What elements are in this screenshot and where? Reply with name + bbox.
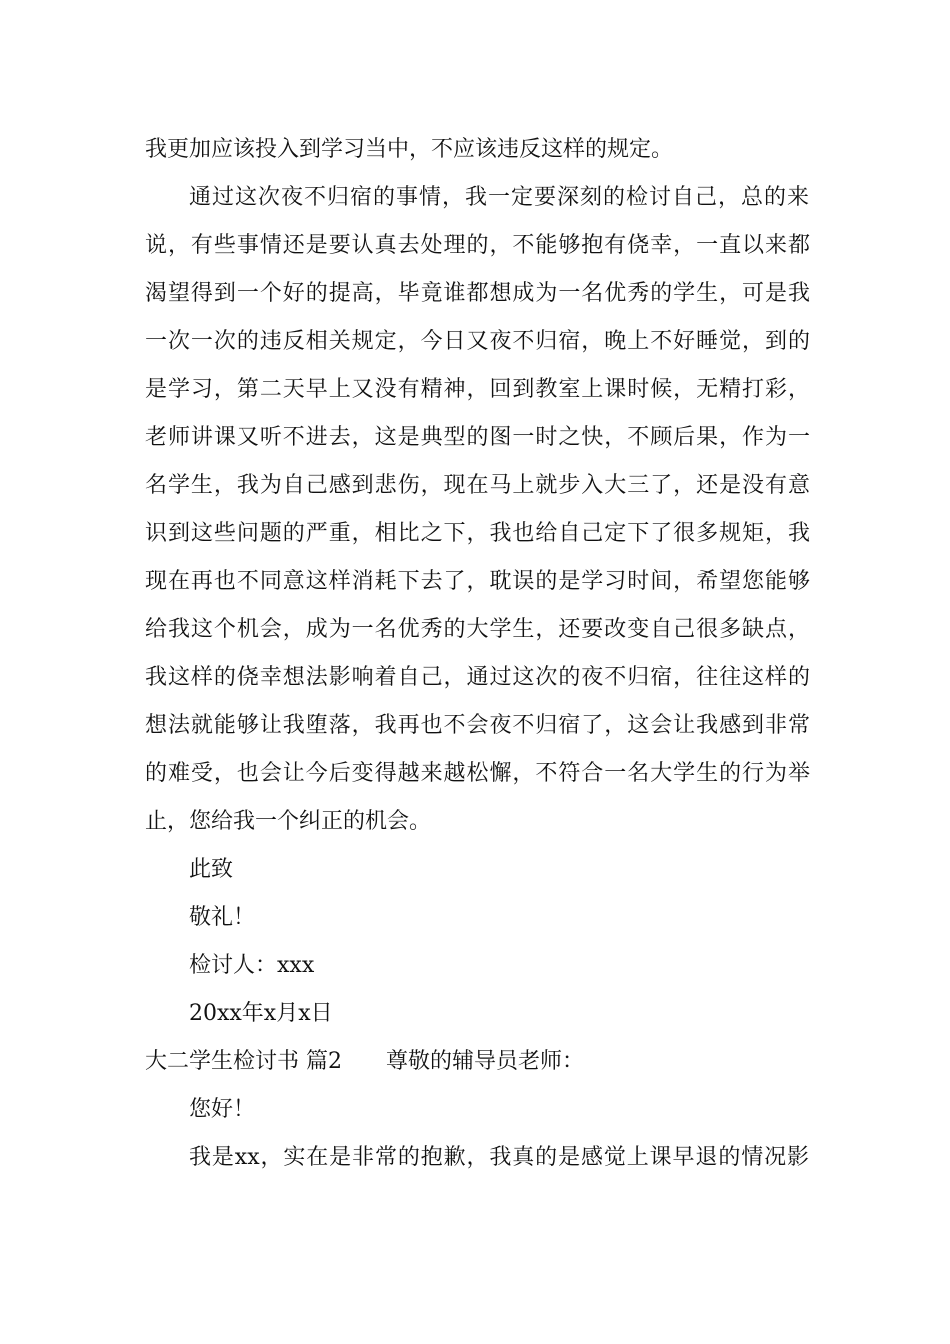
paragraph-line: 我是xx，实在是非常的抱歉，我真的是感觉上课早退的情况影 — [189, 1145, 809, 1170]
paragraph-line: 我这样的侥幸想法影响着自己，通过这次的夜不归宿，往往这样的 — [145, 665, 810, 690]
paragraph-line: 现在再也不同意这样消耗下去了，耽误的是学习时间，希望您能够 — [145, 569, 810, 594]
paragraph-line: 识到这些问题的严重，相比之下，我也给自己定下了很多规矩，我 — [145, 521, 810, 546]
paragraph-line: 渴望得到一个好的提高，毕竟谁都想成为一名优秀的学生，可是我 — [145, 281, 810, 306]
closing-salutation: 此致 — [189, 857, 234, 882]
paragraph-line: 是学习，第二天早上又没有精神，回到教室上课时候，无精打彩， — [145, 377, 810, 402]
closing-respect: 敬礼！ — [189, 905, 256, 930]
signer-line: 检讨人：xxx — [189, 953, 315, 978]
paragraph-line: 说，有些事情还是要认真去处理的，不能够抱有侥幸，一直以来都 — [145, 233, 810, 258]
section-header — [145, 1047, 810, 1077]
paragraph-line: 止，您给我一个纠正的机会。 — [145, 809, 432, 834]
paragraph-line: 名学生，我为自己感到悲伤，现在马上就步入大三了，还是没有意 — [145, 473, 810, 498]
addressee: 尊敬的辅导员老师： — [386, 1049, 585, 1074]
paragraph-line: 的难受，也会让今后变得越来越松懈，不符合一名大学生的行为举 — [145, 761, 810, 786]
paragraph-line: 老师讲课又听不进去，这是典型的图一时之快，不顾后果，作为一 — [145, 425, 810, 450]
paragraph-line: 通过这次夜不归宿的事情，我一定要深刻的检讨自己，总的来 — [189, 185, 809, 210]
paragraph-line: 给我这个机会，成为一名优秀的大学生，还要改变自己很多缺点， — [145, 617, 810, 642]
date-line: 20xx年x月x日 — [189, 1001, 333, 1026]
paragraph-line: 一次一次的违反相关规定，今日又夜不归宿，晚上不好睡觉，到的 — [145, 329, 810, 354]
section-title: 大二学生检讨书 篇2 — [145, 1049, 342, 1074]
paragraph-line: 想法就能够让我堕落，我再也不会夜不归宿了，这会让我感到非常 — [145, 713, 810, 738]
paragraph-line: 我更加应该投入到学习当中，不应该违反这样的规定。 — [145, 137, 674, 162]
greeting-line: 您好！ — [189, 1097, 256, 1122]
